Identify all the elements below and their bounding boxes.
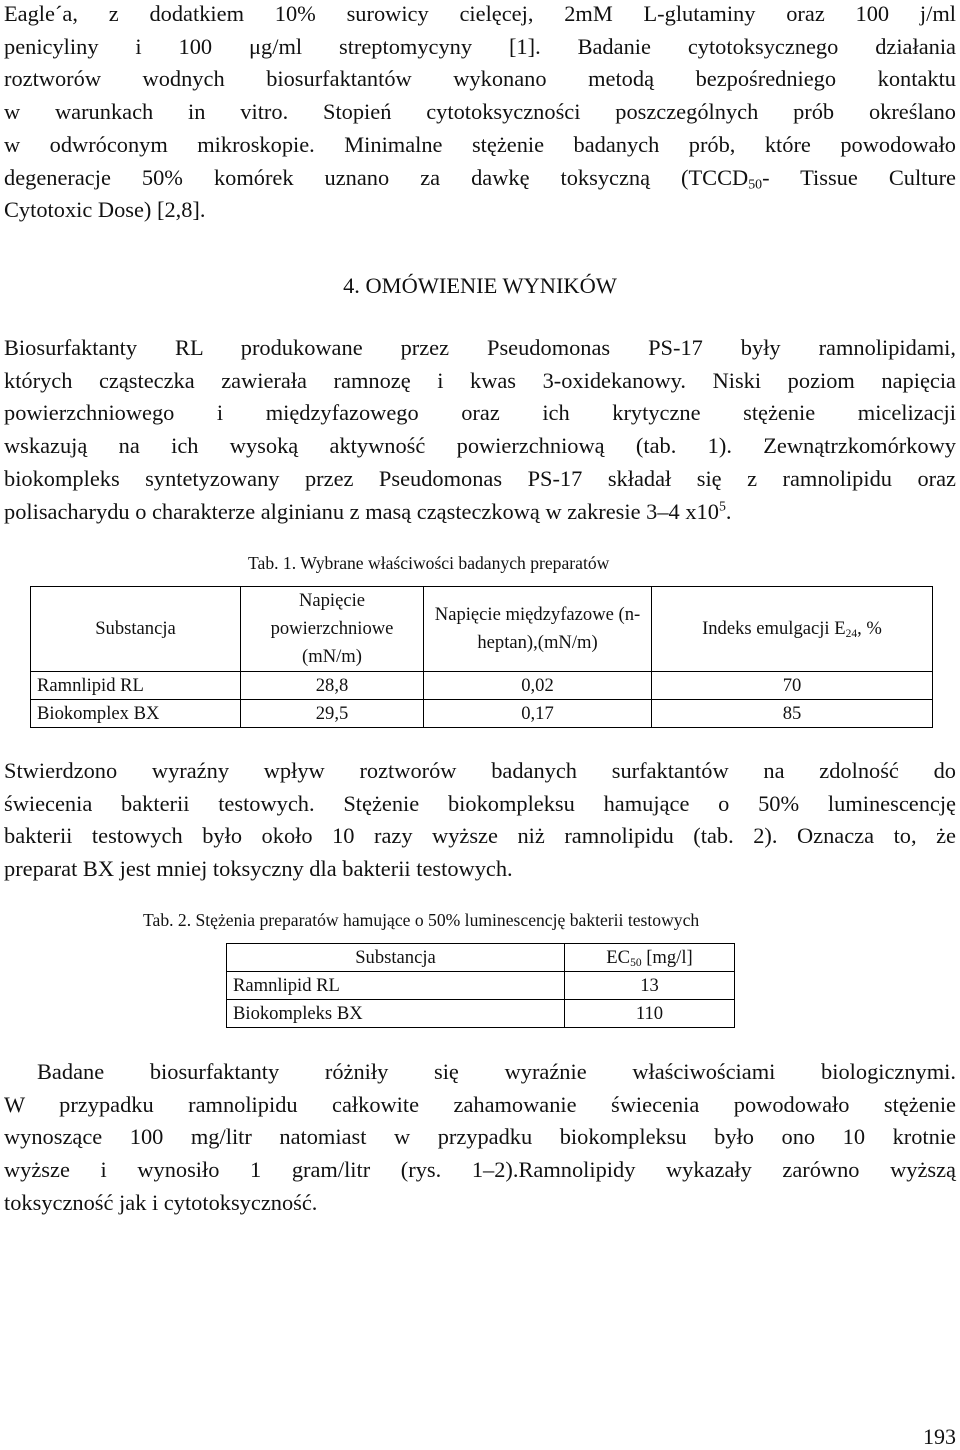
text-line: wyższe i wynosiło 1 gram/litr (rys. 1–2).Ramnolipidy wykazały zarówno wyższą xyxy=(4,1157,956,1183)
paragraph-methods xyxy=(4,0,956,227)
table-cell: 0,17 xyxy=(424,700,652,728)
table-cell: 70 xyxy=(652,672,933,700)
text-line xyxy=(4,496,956,529)
text-line: Badane biosurfaktanty różniły się wyraźnie właściwościami biologicznymi. xyxy=(37,1059,956,1084)
paragraph-results xyxy=(4,332,956,528)
table2-caption: Tab. 2. Stężenia preparatów hamujące o 50% luminescencję bakterii testowych xyxy=(143,910,700,930)
table-cell: 28,8 xyxy=(241,672,424,700)
header-cell: Napięcie powierzchniowe (mN/m) xyxy=(241,587,424,672)
text-line: wynoszące 100 mg/litr natomiast w przypadku biokompleksu było ono 10 krotnie xyxy=(4,1124,956,1150)
text-line: Cytotoxic Dose) [2,8]. xyxy=(4,197,206,223)
text-line: toksyczność jak i cytotoksyczność. xyxy=(4,1189,318,1215)
table-cell: 0,02 xyxy=(424,672,652,700)
header-cell xyxy=(565,944,735,972)
text-line: Biosurfaktanty RL produkowane przez Pseudomonas PS-17 były ramnolipidami, xyxy=(4,335,956,360)
text-line: W przypadku ramnolipidu całkowite zahamowanie świecenia powodowało stężenie xyxy=(4,1091,956,1117)
table-cell: Biokompleks BX xyxy=(227,1000,565,1028)
text-line: roztworów wodnych biosurfaktantów wykonano metodą bezpośredniego kontaktu xyxy=(4,66,956,92)
table2 xyxy=(226,943,735,1028)
subscript: 50 xyxy=(630,956,642,969)
subscript: 50 xyxy=(748,176,763,192)
text-fragment: - Tissue Culture xyxy=(762,164,956,190)
table-row xyxy=(31,672,933,700)
text-line: Stwierdzono wyraźny wpływ roztworów badanych surfaktantów na zdolność do xyxy=(4,758,956,783)
header-cell xyxy=(652,587,933,672)
text-line xyxy=(4,162,956,195)
table1 xyxy=(30,586,933,728)
section-heading: 4. OMÓWIENIE WYNIKÓW xyxy=(343,273,617,298)
header-cell: Substancja xyxy=(227,944,565,972)
table-cell: Ramnlipid RL xyxy=(31,672,241,700)
table-cell: 85 xyxy=(652,700,933,728)
paragraph-conclusions xyxy=(4,1056,956,1220)
text-fragment: EC xyxy=(606,946,631,968)
text-line: w warunkach in vitro. Stopień cytotoksyczności poszczególnych prób określano xyxy=(4,99,956,125)
text-fragment: polisacharydu o charakterze alginianu z masą cząsteczkową w zakresie 3–4 x10 xyxy=(4,498,719,524)
text-line: powierzchniowego i międzyfazowego oraz ich krytyczne stężenie micelizacji xyxy=(4,400,956,426)
table-cell: 110 xyxy=(565,1000,735,1028)
text-fragment: degeneracje 50% komórek uznano za dawkę toksyczną (TCCD xyxy=(4,164,749,190)
table-row xyxy=(227,972,735,1000)
table-cell: 13 xyxy=(565,972,735,1000)
paragraph-luminescence xyxy=(4,755,956,886)
text-fragment: Indeks emulgacji E xyxy=(702,618,846,639)
text-line: w odwróconym mikroskopie. Minimalne stężenie badanych prób, które powodowało xyxy=(4,131,956,157)
table-header-row xyxy=(227,944,735,972)
text-fragment: [mg/l] xyxy=(641,946,693,968)
text-fragment: , % xyxy=(857,618,882,639)
text-line: bakterii testowych było około 10 razy wyższe niż ramnolipidu (tab. 2). Oznacza to, że xyxy=(4,823,956,849)
text-fragment: . xyxy=(725,498,732,524)
table-header-row xyxy=(31,587,933,672)
table-cell: Ramnlipid RL xyxy=(227,972,565,1000)
table-cell: 29,5 xyxy=(241,700,424,728)
table-cell: Biokomplex BX xyxy=(31,700,241,728)
table-row xyxy=(227,1000,735,1028)
subscript: 24 xyxy=(845,627,858,640)
header-cell: Substancja xyxy=(31,587,241,672)
text-line: penicyliny i 100 μg/ml streptomycyny [1]. Badanie cytotoksycznego działania xyxy=(4,33,956,59)
superscript: 5 xyxy=(718,499,726,515)
table1-caption: Tab. 1. Wybrane właściwości badanych preparatów xyxy=(248,553,610,573)
text-line: wskazują na ich wysoką aktywność powierzchniową (tab. 1). Zewnątrzkomórkowy xyxy=(4,433,956,459)
text-line: których cząsteczka zawierała ramnozę i kwas 3-oxidekanowy. Niski poziom napięcia xyxy=(4,367,956,393)
text-line: preparat BX jest mniej toksyczny dla bakterii testowych. xyxy=(4,856,513,882)
table-row xyxy=(31,700,933,728)
text-line: Eagle´a, z dodatkiem 10% surowicy cielęcej, 2mM L-glutaminy oraz 100 j/ml xyxy=(4,1,956,26)
header-cell: Napięcie międzyfazowe (n-heptan),(mN/m) xyxy=(424,587,652,672)
text-line: świecenia bakterii testowych. Stężenie biokompleksu hamujące o 50% luminescencję xyxy=(4,790,956,816)
page-number: 193 xyxy=(923,1424,956,1449)
text-line: biokompleks syntetyzowany przez Pseudomonas PS-17 składał się z ramnolipidu oraz xyxy=(4,465,956,491)
